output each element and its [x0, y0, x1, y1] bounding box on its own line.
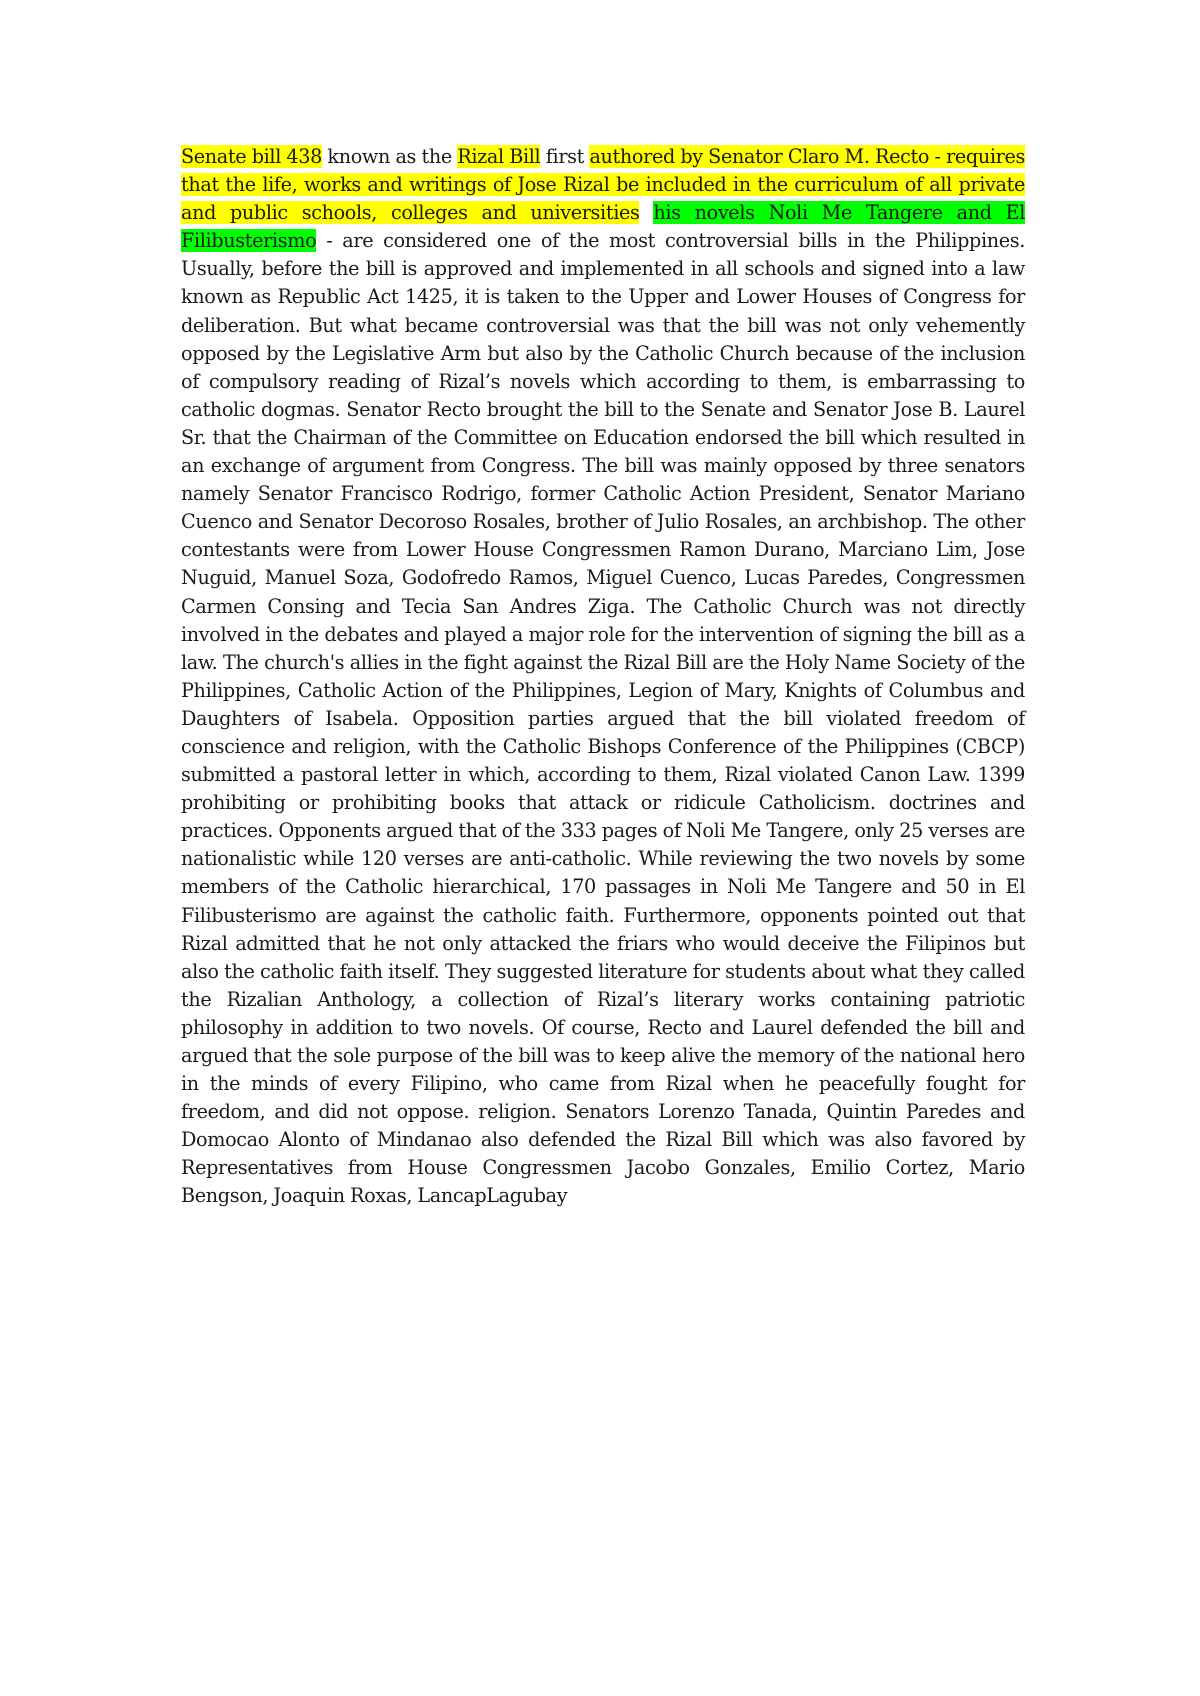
- highlight-segment: Senate bill 438: [181, 145, 322, 168]
- text-segment: known as the: [322, 145, 458, 168]
- text-segment: - are considered one of the most controversial bills in the Philippines. Usually, before the bill is approved and implemented in all schools and signed into a law known as Republic Act 1425, it is taken to the Upper and Lower Houses of Congress for deliberation. But what became controversial was that the bill was not only vehemently opposed by the Legislative Arm but also by the Catholic Church because of the inclusion of compulsory reading of Rizal’s novels which according to them, is embarrassing to catholic dogmas. Senator Recto brought the bill to the Senate and Senator Jose B. Laurel Sr. that the Chairman of the Committee on Education endorsed the bill which resulted in an exchange of argument from Congress. The bill was mainly opposed by three senators namely Senator Francisco Rodrigo, former Catholic Action President, Senator Mariano Cuenco and Senator Decoroso Rosales, brother of Julio Rosales, an archbishop. The other contestants were from Lower House Congressmen Ramon Durano, Marciano Lim, Jose Nuguid, Manuel Soza, Godofredo Ramos, Miguel Cuenco, Lucas Paredes, Congressmen Carmen Consing and Tecia San Andres Ziga. The Catholic Church was not directly involved in the debates and played a major role for the intervention of signing the bill as a law. The church's allies in the fight against the Rizal Bill are the Holy Name Society of the Philippines, Catholic Action of the Philippines, Legion of Mary, Knights of Columbus and Daughters of Isabela. Opposition parties argued that the bill violated freedom of conscience and religion, with the Catholic Bishops Conference of the Philippines (CBCP) submitted a pastoral letter in which, according to them, Rizal violated Canon Law. 1399 prohibiting or prohibiting books that attack or ridicule Catholicism. doctrines and practices. Opponents argued that of the 333 pages of Noli Me Tangere, only 25 verses are nationalistic while 120 verses are anti-catholic. While reviewing the two novels by some members of the Catholic hierarchical, 170 passages in Noli Me Tangere and 50 in El Filibusterismo are against the catholic faith. Furthermore, opponents pointed out that Rizal admitted that he not only attacked the friars who would deceive the Filipinos but also the catholic faith itself. They suggested literature for students about what they called the Rizalian Anthology, a collection of Rizal’s literary works containing patriotic philosophy in addition to two novels. Of course, Recto and Laurel defended the bill and argued that the sole purpose of the bill was to keep alive the memory of the national hero in the minds of every Filipino, who came from Rizal when he peacefully fought for freedom, and did not oppose. religion. Senators Lorenzo Tanada, Quintin Paredes and Domocao Alonto of Mindanao also defended the Rizal Bill which was also favored by Representatives from House Congressmen Jacobo Gonzales, Emilio Cortez, Mario Bengson, Joaquin Roxas, LancapLagubay: [181, 229, 1025, 1208]
- text-segment: first: [540, 145, 590, 168]
- body-paragraph: [181, 143, 1025, 1211]
- text-segment: [639, 201, 653, 224]
- highlight-segment: Rizal Bill: [457, 145, 541, 168]
- highlight-segment: authored by Senator Claro M. Recto - requires that the life, works and writings of Jose Rizal be included in the curriculum of all private and public schools, colleges and universities: [181, 145, 1025, 225]
- highlight-segment-green: his novels Noli Me Tangere and El Filibusterismo: [181, 201, 1025, 253]
